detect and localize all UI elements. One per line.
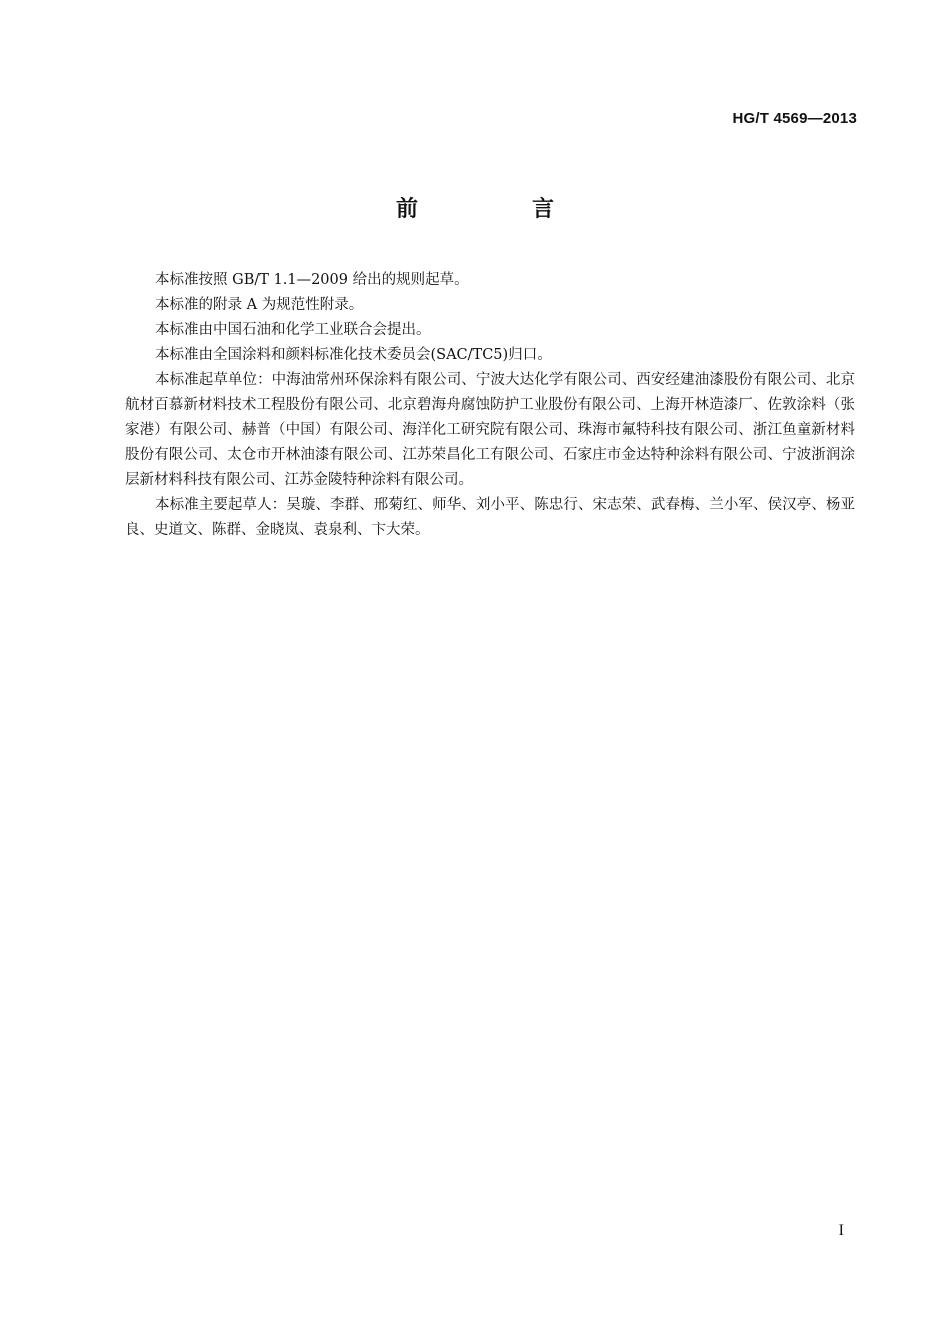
paragraph-proposer: 本标准由中国石油和化学工业联合会提出。 — [155, 322, 431, 338]
paragraph-drafting-units: 本标准起草单位：中海油常州环保涂料有限公司、宁波大达化学有限公司、西安经建油漆股份有限公司、北京航材百慕新材料技术工程股份有限公司、北京碧海舟腐蚀防护工业股份有限公司、上海开林造漆厂、佐敦涂料（张家港）有限公司、赫普（中国）有限公司、海洋化工研究院有限公司、珠海市氟特科技有限公司、浙江鱼童新材料股份有限公司、太仓市开林油漆有限公司、江苏荣昌化工有限公司、石家庄市金达特种涂料有限公司、宁波浙润涂层新材料科技有限公司、江苏金陵特种涂料有限公司。 — [125, 372, 855, 488]
page-title: 前 言 — [395, 197, 600, 222]
paragraph-drafting-rules: 本标准按照 GB/T 1.1—2009 给出的规则起草。 — [155, 272, 469, 288]
paragraph-committee: 本标准由全国涂料和颜料标准化技术委员会(SAC/TC5)归口。 — [155, 347, 552, 363]
paragraph-drafters: 本标准主要起草人：吴璇、李群、邢菊红、师华、刘小平、陈忠行、宋志荣、武春梅、兰小军、侯汉亭、杨亚良、史道文、陈群、金晓岚、袁泉利、卞大荣。 — [125, 497, 855, 538]
foreword-body — [125, 268, 855, 543]
standard-code: HG/T 4569—2013 — [732, 110, 857, 127]
paragraph-appendix: 本标准的附录 A 为规范性附录。 — [155, 297, 364, 313]
page-number: I — [838, 1222, 844, 1239]
